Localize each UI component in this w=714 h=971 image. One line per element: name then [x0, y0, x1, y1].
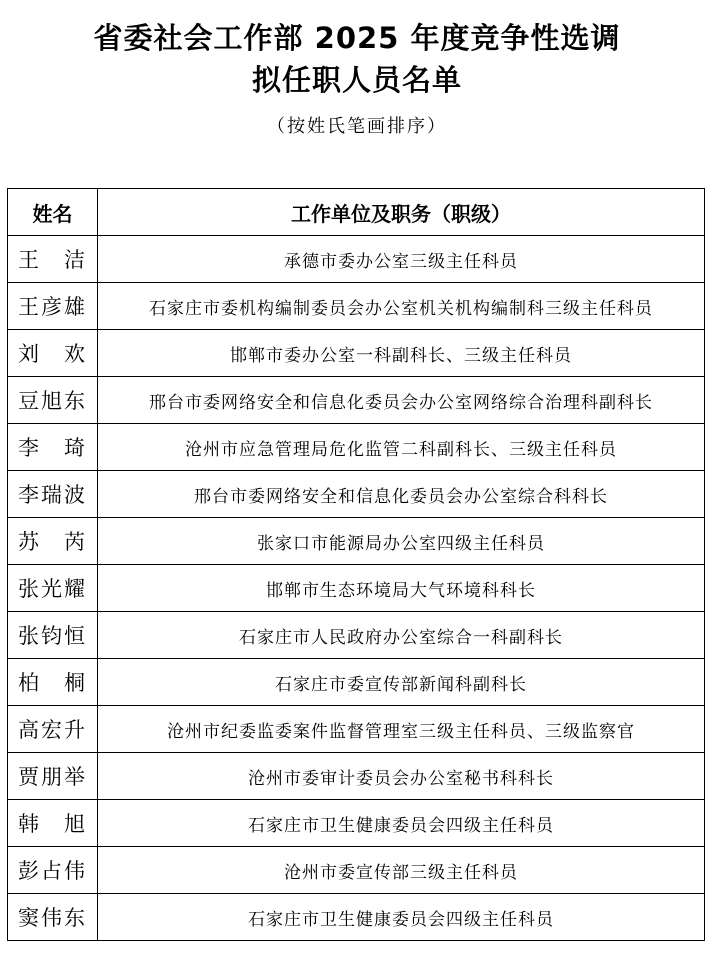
person-unit: 石家庄市委机构编制委员会办公室机关机构编制科三级主任科员 — [98, 283, 705, 330]
table-row — [8, 518, 705, 565]
person-unit: 沧州市应急管理局危化监管二科副科长、三级主任科员 — [98, 424, 705, 471]
person-unit: 沧州市委宣传部三级主任科员 — [98, 847, 705, 894]
person-name: 张钧恒 — [8, 612, 98, 659]
person-unit: 沧州市委审计委员会办公室秘书科科长 — [98, 753, 705, 800]
table-row — [8, 612, 705, 659]
table-header-row — [8, 189, 705, 236]
person-name: 高宏升 — [8, 706, 98, 753]
document-subtitle: （按姓氏笔画排序） — [267, 116, 447, 137]
table-row — [8, 424, 705, 471]
personnel-table — [7, 188, 705, 941]
person-name: 李瑞波 — [8, 471, 98, 518]
person-unit: 承德市委办公室三级主任科员 — [98, 236, 705, 283]
header-unit: 工作单位及职务（职级） — [98, 189, 705, 236]
person-name: 贾朋举 — [8, 753, 98, 800]
document-title-line1: 省委社会工作部 2025 年度竞争性选调 — [93, 21, 621, 55]
table-row — [8, 753, 705, 800]
table-row — [8, 706, 705, 753]
table-row — [8, 894, 705, 941]
person-name: 韩 旭 — [8, 800, 98, 847]
person-name: 苏 芮 — [8, 518, 98, 565]
person-unit: 邢台市委网络安全和信息化委员会办公室网络综合治理科副科长 — [98, 377, 705, 424]
person-name: 王彦雄 — [8, 283, 98, 330]
table-row — [8, 659, 705, 706]
person-name: 豆旭东 — [8, 377, 98, 424]
table-row — [8, 377, 705, 424]
person-name: 李 琦 — [8, 424, 98, 471]
person-name: 刘 欢 — [8, 330, 98, 377]
person-unit: 沧州市纪委监委案件监督管理室三级主任科员、三级监察官 — [98, 706, 705, 753]
table-row — [8, 800, 705, 847]
person-unit: 石家庄市卫生健康委员会四级主任科员 — [98, 894, 705, 941]
table-row — [8, 565, 705, 612]
table-row — [8, 236, 705, 283]
person-unit: 石家庄市委宣传部新闻科副科长 — [98, 659, 705, 706]
document-title-line2: 拟任职人员名单 — [251, 63, 462, 97]
person-name: 彭占伟 — [8, 847, 98, 894]
person-unit: 张家口市能源局办公室四级主任科员 — [98, 518, 705, 565]
person-unit: 邯郸市生态环境局大气环境科科长 — [98, 565, 705, 612]
person-name: 张光耀 — [8, 565, 98, 612]
table-row — [8, 283, 705, 330]
table-row — [8, 471, 705, 518]
table-row — [8, 847, 705, 894]
header-name: 姓名 — [8, 189, 98, 236]
person-unit: 邯郸市委办公室一科副科长、三级主任科员 — [98, 330, 705, 377]
person-name: 王 洁 — [8, 236, 98, 283]
person-unit: 石家庄市卫生健康委员会四级主任科员 — [98, 800, 705, 847]
person-unit: 石家庄市人民政府办公室综合一科副科长 — [98, 612, 705, 659]
person-name: 柏 桐 — [8, 659, 98, 706]
table-row — [8, 330, 705, 377]
person-unit: 邢台市委网络安全和信息化委员会办公室综合科科长 — [98, 471, 705, 518]
person-name: 窦伟东 — [8, 894, 98, 941]
